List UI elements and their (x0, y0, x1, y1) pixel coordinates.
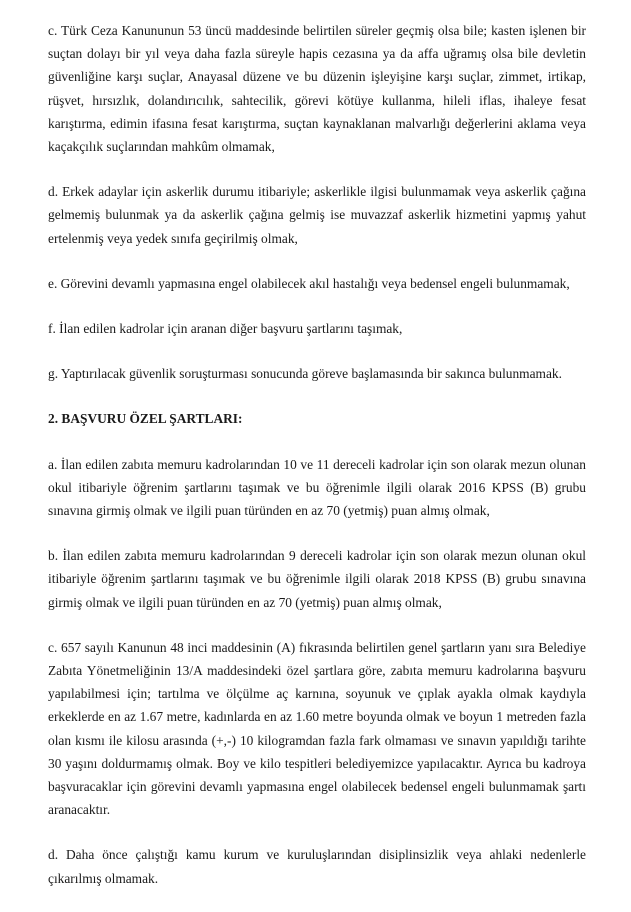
document-page (48, 19, 586, 912)
paragraph-general-condition-f: f. İlan edilen kadrolar için aranan diğer başvuru şartlarını taşımak, (48, 321, 403, 337)
section-heading-special-conditions: 2. BAŞVURU ÖZEL ŞARTLARI: (48, 411, 243, 427)
paragraph-special-condition-a: a. İlan edilen zabıta memuru kadrolarından 10 ve 11 dereceli kadrolar için son olarak mezun olunan okul itibariyle öğrenim şartlarını taşımak ve bu öğrenimle ilgili olarak 2016 KPSS (B) grubu sınavına girmiş olmak ve ilgili puan türünden en az 70 (yetmiş) puan almış olmak, (48, 456, 586, 519)
paragraph-special-condition-b: b. İlan edilen zabıta memuru kadrolarından 9 dereceli kadrolar için son olarak mezun olunan okul itibariyle öğrenim şartlarını taşımak ve bu öğrenimle ilgili olarak 2018 KPSS (B) grubu sınavına girmiş olmak ve ilgili puan türünden en az 70 (yetmiş) puan almış olmak, (48, 548, 586, 610)
paragraph-general-condition-c: c. Türk Ceza Kanununun 53 üncü maddesinde belirtilen süreler geçmiş olsa bile; kasten işlenen bir suçtan dolayı bir yıl veya daha fazla süreyle hapis cezasına ya da affa uğramış olsa bile devletin güvenliğine karşı suçlar, Anayasal düzene ve bu düzenin işleyişine karşı suçlar, zimmet, irtikap, rüşvet, hırsızlık, dolandırıcılık, sahtecilik, görevi kötüye kullanma, hileli iflas, ihaleye fesat karıştırma, edimin ifasına fesat karıştırma, suçtan kaynaklanan malvarlığı değerlerini aklama veya kaçakçılık suçlarından mahkûm olmamak, (48, 23, 586, 155)
paragraph-general-condition-d: d. Erkek adaylar için askerlik durumu itibariyle; askerlikle ilgisi bulunmamak veya askerlik çağına gelmemiş bulunmak ya da askerlik çağına gelmiş ise muvazzaf askerlik hizmetini yapmış yahut ertelenmiş veya yedek sınıfa geçirilmiş olmak, (48, 184, 586, 246)
paragraph-special-condition-c: c. 657 sayılı Kanunun 48 inci maddesinin (A) fıkrasında belirtilen genel şartların yanı sıra Belediye Zabıta Yönetmeliğinin 13/A maddesindeki özel şartlara göre, zabıta memuru kadrolarına başvuru yapılabilmesi için; tartılma ve ölçülme aç karnına, soyunuk ve çıplak ayakla olmak kaydıyla erkeklerde en az 1.67 metre, kadınlarda en az 1.60 metre boyunda olmak ve boyun 1 metreden fazla olan kısmı ile kilosu arasında (+,-) 10 kilogramdan fazla fark olmaması ve sınavın yapıldığı tarihte 30 yaşını doldurmamış olmak. Boy ve kilo tespitleri belediyemizce yapılacaktır. Ayrıca bu kadroya başvuracaklar için görevini devamlı yapmasına engel olabilecek bedensel engeli bulunmamak şartı aranacaktır. (48, 639, 586, 818)
paragraph-special-condition-d: d. Daha önce çalıştığı kamu kurum ve kuruluşlarından disiplinsizlik veya ahlaki nedenlerle çıkarılmış olmamak. (48, 847, 586, 886)
paragraph-general-condition-g: g. Yaptırılacak güvenlik soruşturması sonucunda göreve başlamasında bir sakınca bulunmamak. (48, 366, 562, 382)
paragraph-general-condition-e: e. Görevini devamlı yapmasına engel olabilecek akıl hastalığı veya bedensel engeli bulunmamak, (48, 275, 570, 291)
